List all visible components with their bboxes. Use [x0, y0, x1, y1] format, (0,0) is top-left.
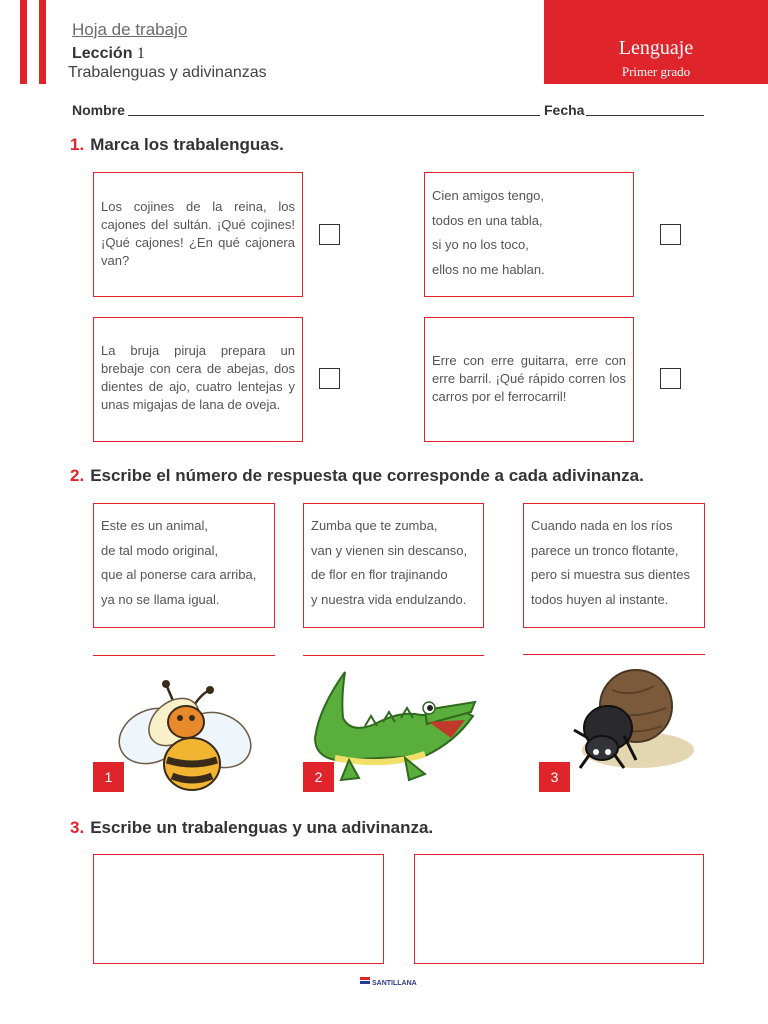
answer-line-2[interactable] — [303, 655, 484, 656]
name-label: Nombre — [72, 102, 125, 118]
checkbox-item-4[interactable] — [660, 368, 681, 389]
riddle2-text: Zumba que te zumba, van y vienen sin descanso, de flor en flor trajinando y nuestra vida endulzando. — [311, 518, 468, 608]
lesson-number: 1 — [136, 45, 145, 62]
left-red-bar-2 — [39, 0, 46, 84]
date-label: Fecha — [544, 102, 585, 118]
picture-label-3: 3 — [539, 762, 570, 792]
subject-banner — [544, 0, 768, 84]
tongue-twister-answer-box[interactable] — [93, 854, 384, 964]
checkbox-item-3[interactable] — [319, 368, 340, 389]
section2-text: Escribe el número de respuesta que corresponde a cada adivinanza. — [90, 466, 644, 485]
section3-text: Escribe un trabalenguas y una adivinanza. — [90, 818, 434, 837]
riddle3-text: Cuando nada en los ríos parece un tronco flotante, pero si muestra sus dientes todos huyen al instante. — [531, 518, 690, 608]
santillana-logo-icon — [359, 975, 371, 987]
name-line[interactable] — [128, 115, 540, 116]
section1-title — [70, 135, 284, 155]
checkbox-item-1[interactable] — [319, 224, 340, 245]
grade-name: Primer grado — [621, 64, 691, 79]
item4-text: Erre con erre guitarra, erre con erre barril. ¡Qué rápido corren los carros por el ferrocarril! — [432, 353, 626, 404]
checkbox-item-2[interactable] — [660, 224, 681, 245]
lesson-label: Lección — [72, 45, 133, 62]
section3-number: 3. — [70, 818, 85, 837]
riddle-answer-box[interactable] — [414, 854, 704, 964]
answer-line-1[interactable] — [93, 655, 275, 656]
section2-title — [70, 466, 644, 486]
worksheet-title: Hoja de trabajo — [72, 20, 188, 39]
picture-label-2: 2 — [303, 762, 334, 792]
section3-title — [70, 818, 433, 838]
section1-text: Marca los trabalenguas. — [90, 135, 284, 154]
answer-line-3[interactable] — [523, 654, 705, 655]
date-line[interactable] — [586, 115, 704, 116]
subject-name: Lenguaje — [618, 37, 694, 59]
section2-number: 2. — [70, 466, 85, 485]
bee-icon — [110, 672, 260, 794]
item1-text: Los cojines de la reina, los cajones del sultán. ¡Qué cojines! ¡Qué cajones! ¿En qué cajonera van? — [101, 199, 295, 268]
item3-text: La bruja piruja prepara un brebaje con cera de abejas, dos dientes de ajo, cuatro lentejas y unas migajas de lana de oveja. — [101, 343, 295, 412]
item2-text: Cien amigos tengo, todos en una tabla, si yo no los toco, ellos no me hablan. — [432, 188, 545, 278]
section1-number: 1. — [70, 135, 85, 154]
lesson-title: Trabalenguas y adivinanzas — [68, 64, 267, 81]
publisher-name: SANTILLANA — [372, 980, 417, 987]
beetle-icon — [552, 668, 694, 784]
lesson-heading — [72, 45, 145, 63]
picture-label-1: 1 — [93, 762, 124, 792]
left-red-bar-1 — [20, 0, 27, 84]
riddle1-text: Este es un animal, de tal modo original, que al ponerse cara arriba, ya no se llama igual. — [101, 518, 257, 608]
